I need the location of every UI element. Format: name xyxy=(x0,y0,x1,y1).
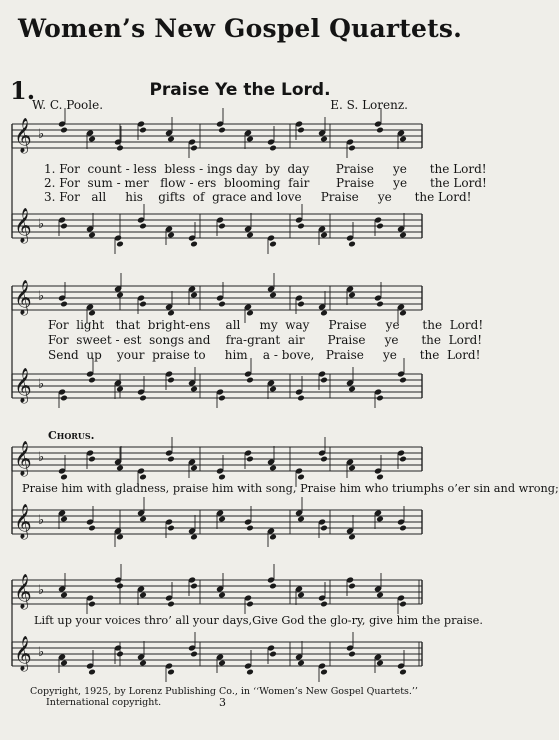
flat-icon: ♭ xyxy=(38,513,45,528)
treble-clef-icon: 𝄞 xyxy=(14,368,32,403)
note-head xyxy=(297,223,305,230)
note-head xyxy=(60,592,68,599)
chorus-label: Chorus. xyxy=(48,429,95,442)
note-head xyxy=(60,474,68,481)
flat-icon: ♭ xyxy=(38,645,45,660)
note-head xyxy=(139,223,147,230)
note-head xyxy=(246,310,254,317)
note-head xyxy=(348,145,356,152)
note-head xyxy=(116,241,124,248)
composer-credit: E. S. Lorenz. xyxy=(330,98,408,112)
note-head xyxy=(348,651,356,658)
note-head xyxy=(167,601,175,608)
note-head xyxy=(60,516,68,523)
note-head xyxy=(269,534,277,541)
note-head xyxy=(376,301,384,308)
note-head xyxy=(88,232,96,239)
note-head xyxy=(218,474,226,481)
note-head xyxy=(88,601,96,608)
flat-icon: ♭ xyxy=(38,450,45,465)
note-head xyxy=(376,592,384,599)
note-head xyxy=(320,310,328,317)
note-head xyxy=(399,456,407,463)
note-head xyxy=(320,525,328,532)
note-head xyxy=(88,377,96,384)
verse-2-line-1: 2. For sum - mer flow - ers blooming fair Praise ye the Lord! xyxy=(44,176,487,190)
note-head xyxy=(190,241,198,248)
note-head xyxy=(167,232,175,239)
note-head xyxy=(297,474,305,481)
note-head xyxy=(139,516,147,523)
note-head xyxy=(167,525,175,532)
note-head xyxy=(190,386,198,393)
verse-1-line-1: 1. For count - less bless - ings day by day Praise ye the Lord! xyxy=(44,162,487,176)
note-head xyxy=(399,310,407,317)
note-head xyxy=(116,465,124,472)
note-head xyxy=(116,651,124,658)
hymn-number: 1. xyxy=(10,76,36,105)
note-head xyxy=(116,386,124,393)
note-head xyxy=(116,145,124,152)
note-head xyxy=(348,534,356,541)
note-head xyxy=(320,669,328,676)
note-head xyxy=(269,583,277,590)
note-head xyxy=(190,465,198,472)
note-head xyxy=(399,377,407,384)
note-head xyxy=(376,395,384,402)
note-head xyxy=(218,516,226,523)
note-head xyxy=(60,660,68,667)
verse-2-line-2: For sweet - est songs and fra-grant air Praise ye the Lord! xyxy=(48,333,483,347)
note-head xyxy=(116,583,124,590)
verse-3-line-2: Send up your praise to him a - bove, Praise ye the Lord! xyxy=(48,348,481,362)
note-head xyxy=(269,651,277,658)
note-head xyxy=(246,377,254,384)
note-head xyxy=(218,127,226,134)
note-head xyxy=(218,395,226,402)
note-head xyxy=(190,292,198,299)
flat-icon: ♭ xyxy=(38,377,45,392)
note-head xyxy=(167,136,175,143)
note-head xyxy=(399,525,407,532)
chorus-line-1: Praise him with gladness, praise him with song, Praise him who triumphs o’er sin and wrong; xyxy=(22,482,559,495)
note-head xyxy=(399,232,407,239)
note-head xyxy=(297,395,305,402)
note-head xyxy=(376,127,384,134)
chorus-line-2: Lift up your voices thro’ all your days,Give God the glo-ry, give him the praise. xyxy=(34,614,483,627)
note-head xyxy=(218,223,226,230)
note-head xyxy=(269,241,277,248)
flat-icon: ♭ xyxy=(38,217,45,232)
note-head xyxy=(376,474,384,481)
note-head xyxy=(320,232,328,239)
note-head xyxy=(269,292,277,299)
note-head xyxy=(297,592,305,599)
note-head xyxy=(88,136,96,143)
author-credit: W. C. Poole. xyxy=(32,98,104,112)
note-head xyxy=(190,651,198,658)
note-head xyxy=(320,377,328,384)
note-head xyxy=(297,127,305,134)
note-head xyxy=(60,223,68,230)
note-head xyxy=(399,601,407,608)
note-head xyxy=(269,386,277,393)
note-head xyxy=(60,395,68,402)
note-head xyxy=(190,534,198,541)
note-head xyxy=(348,583,356,590)
note-head xyxy=(399,669,407,676)
note-head xyxy=(246,601,254,608)
treble-clef-icon: 𝄞 xyxy=(14,504,32,539)
flat-icon: ♭ xyxy=(38,583,45,598)
note-head xyxy=(167,377,175,384)
note-head xyxy=(218,592,226,599)
verse-1-line-2: For light that bright-ens all my way Praise ye the Lord! xyxy=(48,318,484,332)
verse-3-line-1: 3. For all his gifts of grace and love Praise ye the Lord! xyxy=(44,190,472,204)
note-head xyxy=(320,601,328,608)
note-head xyxy=(297,301,305,308)
page-number: 3 xyxy=(219,696,226,709)
flat-icon: ♭ xyxy=(38,289,45,304)
copyright-international: International copyright. xyxy=(46,697,162,708)
note-head xyxy=(88,525,96,532)
note-head xyxy=(348,465,356,472)
note-head xyxy=(246,669,254,676)
note-head xyxy=(246,136,254,143)
hymn-title: Praise Ye the Lord. xyxy=(149,80,331,100)
note-head xyxy=(320,456,328,463)
note-head xyxy=(399,136,407,143)
note-head xyxy=(376,516,384,523)
note-head xyxy=(297,660,305,667)
note-head xyxy=(139,660,147,667)
note-head xyxy=(376,223,384,230)
note-head xyxy=(218,660,226,667)
note-head xyxy=(246,525,254,532)
note-head xyxy=(348,241,356,248)
note-head xyxy=(139,301,147,308)
note-head xyxy=(139,474,147,481)
note-head xyxy=(320,136,328,143)
note-head xyxy=(88,669,96,676)
note-head xyxy=(269,465,277,472)
note-head xyxy=(246,232,254,239)
note-head xyxy=(167,456,175,463)
treble-clef-icon: 𝄞 xyxy=(14,280,32,315)
note-head xyxy=(190,145,198,152)
note-head xyxy=(376,660,384,667)
flat-icon: ♭ xyxy=(38,127,45,142)
note-head xyxy=(139,395,147,402)
note-head xyxy=(116,292,124,299)
copyright-line: Copyright, 1925, by Lorenz Publishing Co., in ‘‘Women’s New Gospel Quartets.’’ xyxy=(30,686,418,697)
treble-clef-icon: 𝄞 xyxy=(14,574,32,609)
book-title: Women’s New Gospel Quartets. xyxy=(17,14,463,43)
note-head xyxy=(167,669,175,676)
note-head xyxy=(139,127,147,134)
note-head xyxy=(60,127,68,134)
note-head xyxy=(116,534,124,541)
note-head xyxy=(348,292,356,299)
note-head xyxy=(269,145,277,152)
note-head xyxy=(190,583,198,590)
treble-clef-icon: 𝄞 xyxy=(14,118,32,153)
treble-clef-icon: 𝄞 xyxy=(14,441,32,476)
note-head xyxy=(167,310,175,317)
note-head xyxy=(60,301,68,308)
note-head xyxy=(246,456,254,463)
treble-clef-icon: 𝄞 xyxy=(14,636,32,671)
treble-clef-icon: 𝄞 xyxy=(14,208,32,243)
note-head xyxy=(297,516,305,523)
note-head xyxy=(88,310,96,317)
note-head xyxy=(139,592,147,599)
note-head xyxy=(218,301,226,308)
note-head xyxy=(348,386,356,393)
note-head xyxy=(88,456,96,463)
